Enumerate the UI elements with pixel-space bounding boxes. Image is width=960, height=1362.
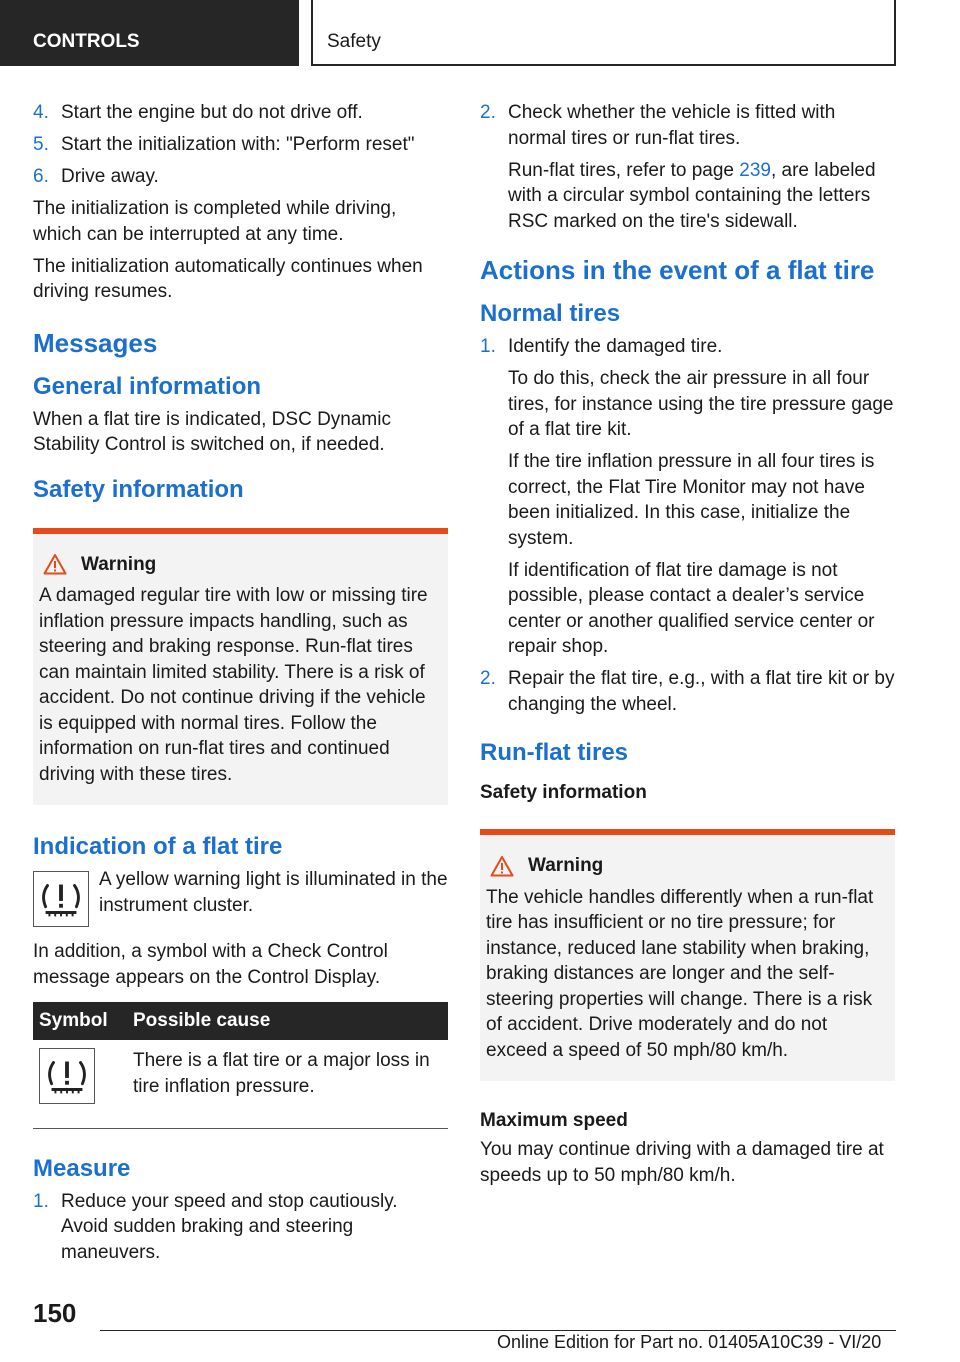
warning-text: The vehicle handles differently when a run-flat tire has insufficient or no tire pressure; for instance, reduced lane stability when braking, braking distances are longer and the self-steering properties will change. There is a risk of accident. Drive moderately and do not exceed a speed of 50 mph/80 km/h. xyxy=(486,886,874,1061)
step-text: Check whether the vehicle is fitted with normal tires or run-flat tires. xyxy=(508,102,836,149)
warning-triangle-icon xyxy=(490,855,514,877)
step-number: 2. xyxy=(480,668,496,689)
heading-run-flat-tires: Run-flat tires xyxy=(480,739,629,766)
heading-actions-flat-tire: Actions in the event of a flat tire xyxy=(480,255,875,285)
warning-header xyxy=(39,552,436,578)
subtext-before: Run-flat tires, refer to page xyxy=(508,159,740,181)
step-text: Reduce your speed and stop cautiously. Avoid sudden braking and steering maneuvers. xyxy=(61,1190,398,1263)
indicator-row xyxy=(33,867,448,927)
warning-title: Warning xyxy=(528,855,604,876)
subheading-safety-information: Safety information xyxy=(480,782,647,803)
section-label: CONTROLS xyxy=(0,0,299,66)
warning-title: Warning xyxy=(81,553,157,575)
step-subtext xyxy=(508,158,895,235)
step-text: Start the engine but do not drive off. xyxy=(61,102,363,123)
step-subtext: To do this, check the air pressure in all four tires, for instance using the tire pressure gage of a flat tire kit. xyxy=(508,368,894,440)
left-column xyxy=(33,100,448,1272)
paragraph: You may continue driving with a damaged tire at speeds up to 50 mph/80 km/h. xyxy=(480,1139,884,1186)
warning-triangle-icon xyxy=(43,553,67,575)
table-row xyxy=(33,1040,448,1128)
paragraph: The initialization is completed while driving, which can be interrupted at any time. xyxy=(33,198,397,245)
subheading-maximum-speed: Maximum speed xyxy=(480,1110,628,1131)
warning-text: A damaged regular tire with low or missing tire inflation pressure impacts handling, such as steering and braking response. Run-flat tires can maintain limited stability. There is a risk of accident. Do not continue driving if the vehicle is equipped with normal tires. Follow the information on run-flat tires and continued driving with these tires. xyxy=(39,585,428,785)
list-item xyxy=(33,1189,448,1266)
paragraph: When a flat tire is indicated, DSC Dynamic Stability Control is switched on, if needed. xyxy=(33,408,391,455)
heading-general-information: General information xyxy=(33,372,262,400)
step-text: Repair the flat tire, e.g., with a flat tire kit or by changing the wheel. xyxy=(508,668,895,715)
step-number: 6. xyxy=(33,166,49,187)
step-subtext: If the tire inflation pressure in all four tires is correct, the Flat Tire Monitor may not have been initialized. In this case, initialize the system. xyxy=(508,451,875,549)
chapter-title: Safety xyxy=(311,0,896,66)
step-number: 4. xyxy=(33,102,49,123)
table-cell-cause: There is a flat tire or a major loss in tire inflation pressure. xyxy=(127,1040,448,1128)
step-number: 1. xyxy=(33,1190,49,1212)
page-header xyxy=(0,0,960,66)
heading-safety-information: Safety information xyxy=(33,475,244,503)
warning-header xyxy=(486,853,883,879)
step-text: Drive away. xyxy=(61,166,159,187)
list-item xyxy=(33,100,448,126)
heading-measure: Measure xyxy=(33,1154,131,1182)
heading-normal-tires: Normal tires xyxy=(480,300,621,327)
warning-box xyxy=(480,829,895,1081)
column-header-symbol: Symbol xyxy=(33,1002,127,1040)
step-number: 2. xyxy=(480,102,496,123)
paragraph: In addition, a symbol with a Check Control message appears on the Control Display. xyxy=(33,941,388,988)
warning-box xyxy=(33,528,448,806)
step-number: 1. xyxy=(480,336,496,357)
page-number: 150 xyxy=(33,1298,77,1328)
symbol-table xyxy=(33,1002,448,1129)
column-header-cause: Possible cause xyxy=(127,1002,448,1040)
footer-divider xyxy=(100,1330,896,1331)
step-text: Identify the damaged tire. xyxy=(508,336,723,357)
step-subtext: If identification of flat tire damage is not possible, please contact a dealer’s service center or another qualified service center or repair shop. xyxy=(508,559,875,657)
list-item xyxy=(480,334,895,660)
flat-tire-warning-icon xyxy=(33,871,89,927)
heading-messages: Messages xyxy=(33,327,158,358)
table-header-row xyxy=(33,1002,448,1040)
paragraph: The initialization automatically continues when driving resumes. xyxy=(33,255,423,302)
table-cell-symbol xyxy=(33,1040,127,1128)
flat-tire-warning-icon xyxy=(39,1048,95,1104)
heading-indication-flat-tire: Indication of a flat tire xyxy=(33,833,283,860)
list-item xyxy=(33,132,448,158)
edition-text: Online Edition for Part no. 01405A10C39 - VI/20 xyxy=(497,1332,882,1352)
list-item xyxy=(480,666,895,717)
subtext-after: , are labeled with a circular symbol containing the letters RSC marked on the tire's sidewall. xyxy=(508,159,876,232)
page-reference-link[interactable]: 239 xyxy=(739,159,771,181)
right-column xyxy=(480,100,895,1195)
step-text: Start the initialization with: "Perform reset" xyxy=(61,134,415,155)
list-item xyxy=(480,100,895,234)
step-number: 5. xyxy=(33,134,49,155)
indication-text: A yellow warning light is illuminated in the instrument cluster. xyxy=(99,869,448,916)
list-item xyxy=(33,164,448,190)
